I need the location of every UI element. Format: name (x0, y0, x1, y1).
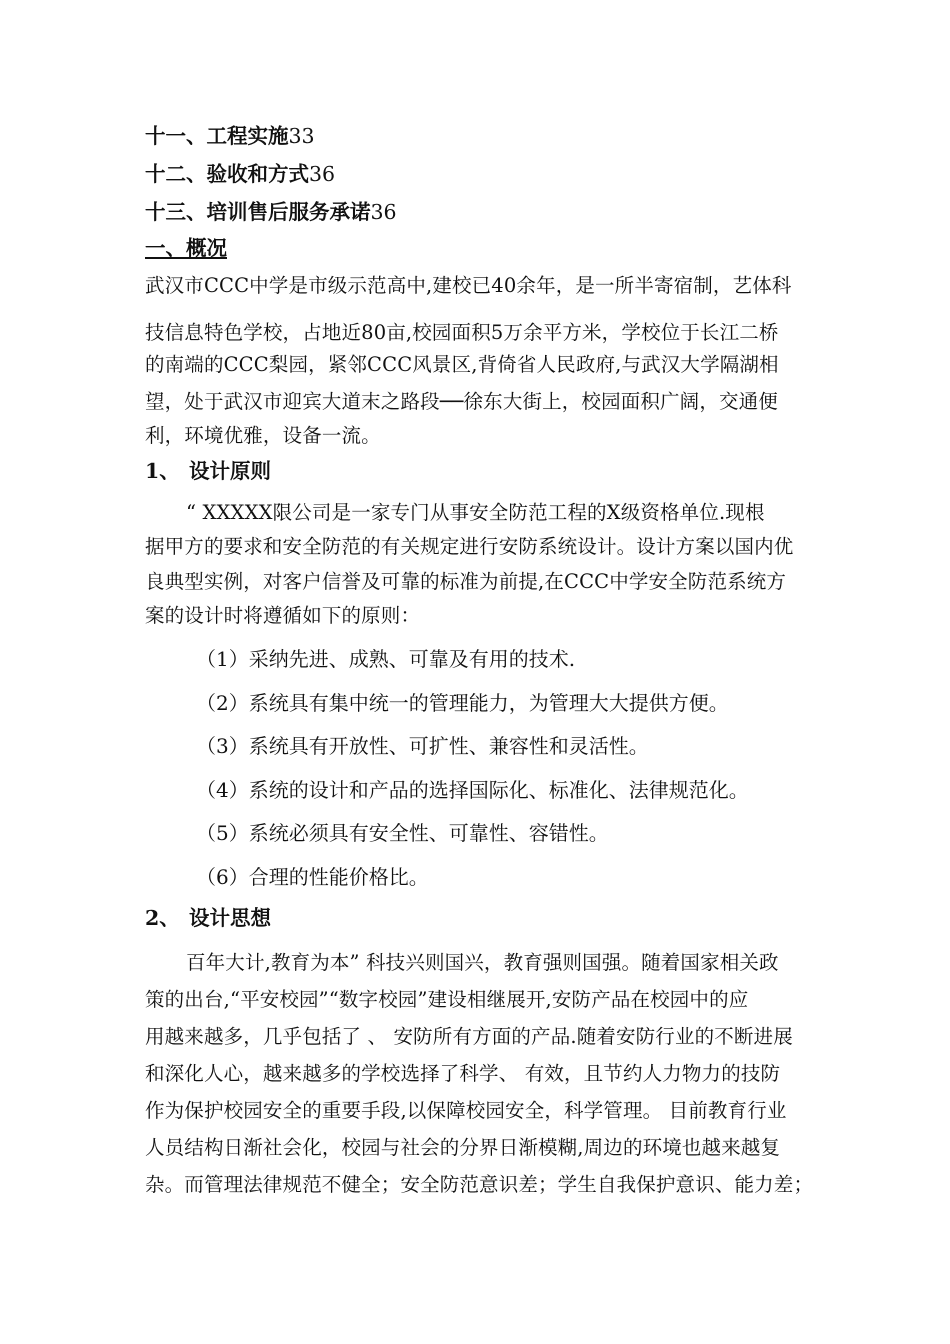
paragraph-line: 技信息特色学校，占地近80亩,校园面积5万余平方米，学校位于长江二桥 (145, 321, 779, 344)
subsection-number: 1、 (145, 459, 180, 483)
paragraph-line: 良典型实例，对客户信誉及可靠的标准为前提,在CCC中学安全防范系统方 (145, 570, 787, 593)
subsection-heading-design-thinking (145, 899, 825, 937)
paragraph-line: 策的出台,“平安校园”“数字校园”建设相继展开,安防产品在校园中的应 (145, 988, 749, 1011)
paragraph-line: 据甲方的要求和安全防范的有关规定进行安防系统设计。设计方案以国内优 (145, 535, 794, 558)
toc-entry[interactable] (145, 193, 825, 231)
toc-entry[interactable] (145, 155, 825, 193)
paragraph-line: 案的设计时将遵循如下的原则： (145, 604, 421, 627)
subsection-title: 设计思想 (189, 906, 271, 930)
toc-label: 十二、验收和方式 (145, 162, 309, 186)
subsection-title: 设计原则 (189, 459, 271, 483)
paragraph-line: 利，环境优雅，设备一流。 (145, 424, 381, 447)
paragraph-line: 百年大计,教育为本” 科技兴则国兴，教育强则国强。随着国家相关政 (186, 951, 779, 974)
paragraph-line: 的南端的CCC梨园，紧邻CCC风景区,背倚省人民政府,与武汉大学隔湖相 (145, 353, 779, 376)
principle-item: （4）系统的设计和产品的选择国际化、标准化、法律规范化。 (196, 778, 749, 802)
paragraph-line: 武汉市CCC中学是市级示范高中,建校已40余年，是一所半寄宿制，艺体科 (145, 274, 792, 297)
paragraph-line: 望，处于武汉市迎宾大道末之路段──徐东大街上，校园面积广阔，交通便 (145, 390, 778, 413)
paragraph-line: 和深化人心，越来越多的学校选择了科学、 有效，且节约人力物力的技防 (145, 1062, 781, 1085)
subsection-heading-design-principles (145, 452, 825, 490)
toc-entry[interactable] (145, 117, 825, 155)
paragraph-line: 杂。而管理法律规范不健全；安全防范意识差；学生自我保护意识、能力差； (145, 1173, 814, 1196)
toc-page-number: 33 (288, 124, 315, 148)
paragraph-line: 用越来越多，几乎包括了 、 安防所有方面的产品.随着安防行业的不断进展 (145, 1025, 793, 1048)
principle-item: （5）系统必须具有安全性、可靠性、容错性。 (196, 821, 609, 845)
section-heading-overview: 一、概况 (145, 236, 227, 260)
paragraph-line: “ XXXXX限公司是一家专门从事安全防范工程的X级资格单位.现根 (186, 501, 765, 524)
principle-item: （1）采纳先进、成熟、可靠及有用的技术. (196, 647, 576, 671)
toc-page-number: 36 (370, 200, 397, 224)
paragraph-line: 人员结构日渐社会化，校园与社会的分界日渐模糊,周边的环境也越来越复 (145, 1136, 781, 1159)
principle-item: （3）系统具有开放性、可扩性、兼容性和灵活性。 (196, 734, 649, 758)
principle-item: （2）系统具有集中统一的管理能力，为管理大大提供方便。 (196, 691, 729, 715)
toc-label: 十三、培训售后服务承诺 (145, 200, 371, 224)
toc-page-number: 36 (309, 162, 336, 186)
toc-label: 十一、工程实施 (145, 124, 289, 148)
principle-item: （6）合理的性能价格比。 (196, 865, 429, 889)
subsection-number: 2、 (145, 906, 180, 930)
paragraph-line: 作为保护校园安全的重要手段,以保障校园安全，科学管理。 目前教育行业 (145, 1099, 787, 1122)
